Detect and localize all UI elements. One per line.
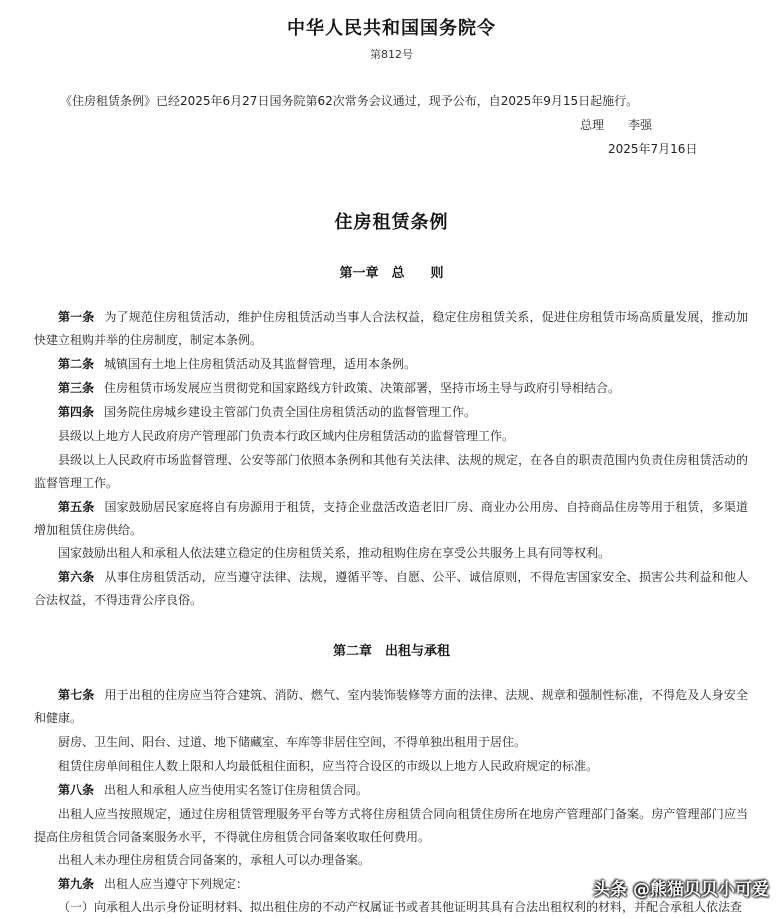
article-text: 城镇国有土地上住房租赁活动及其监督管理，适用本条例。 <box>104 357 417 371</box>
paragraph: 出租人未办理住房租赁合同备案的，承租人可以办理备案。 <box>58 853 371 867</box>
article-8 <box>34 779 748 802</box>
paragraph: 租赁住房单间租住人数上限和人均最低租住面积，应当符合设区的市级以上地方人民政府规定的标准。 <box>58 759 599 773</box>
paragraph: 国家鼓励出租人和承租人依法建立稳定的住房租赁关系，推动租购住房在享受公共服务上具有同等权利。 <box>58 546 611 560</box>
decree-title: 中华人民共和国国务院令 <box>287 18 496 39</box>
chapter-heading: 第二章 出租与承租 <box>332 644 450 659</box>
article-text: 从事住房租赁活动，应当遵守法律、法规，遵循平等、自愿、公平、诚信原则，不得危害国家安全、损害公共利益和他人合法权益，不得违背公序良俗。 <box>34 570 748 607</box>
signer-name: 李强 <box>628 118 653 132</box>
article-text: 为了规范住房租赁活动，维护住房租赁活动当事人合法权益，稳定住房租赁关系，促进住房租赁市场高质量发展，推动加快建立租购并举的住房制度，制定本条例。 <box>34 310 748 347</box>
article-label: 第二条 <box>58 357 95 371</box>
article-4 <box>34 401 748 424</box>
paragraph: （一）向承租人出示身份证明材料、拟出租住房的不动产权属证书或者其他证明其具有合法出租权利的材料，并配合承租人依法查 <box>58 900 743 914</box>
paragraph: 厨房、卫生间、阳台、过道、地下储藏室、车库等非居住空间，不得单独出租用于居住。 <box>58 735 527 749</box>
decree-date: 2025年7月16日 <box>608 142 698 156</box>
article-label: 第四条 <box>58 405 95 419</box>
article-label: 第一条 <box>58 310 95 324</box>
article-7 <box>34 684 748 730</box>
article-label: 第三条 <box>58 381 95 395</box>
paragraph: 县级以上人民政府市场监督管理、公安等部门依照本条例和其他有关法律、法规的规定，在各自的职责范围内负责住房租赁活动的监督管理工作。 <box>34 453 748 490</box>
paragraph: 出租人应当按照规定，通过住房租赁管理服务平台等方式将住房租赁合同向租赁住房所在地房产管理部门备案。房产管理部门应当提高住房租赁合同备案服务水平，不得就住房租赁合同备案收取任何费用。 <box>34 807 748 844</box>
decree-number: 第812号 <box>370 48 413 61</box>
article-6 <box>34 566 748 612</box>
article-text: 用于出租的住房应当符合建筑、消防、燃气、室内装饰装修等方面的法律、法规、规章和强制性标准，不得危及人身安全和健康。 <box>34 688 748 725</box>
article-5 <box>34 496 748 542</box>
article-3 <box>34 377 748 400</box>
article-label: 第六条 <box>58 570 95 584</box>
law-title: 住房租赁条例 <box>334 212 449 233</box>
chapter-heading: 第一章 总 则 <box>339 266 444 281</box>
article-text: 出租人和承租人应当使用实名签订住房租赁合同。 <box>104 783 369 797</box>
article-1 <box>34 306 748 352</box>
decree-intro: 《住房租赁条例》已经2025年6月27日国务院第62次常务会议通过，现予公布，自2025年9月15日起施行。 <box>60 94 639 108</box>
article-2 <box>34 353 748 376</box>
article-label: 第八条 <box>58 783 95 797</box>
article-text: 住房租赁市场发展应当贯彻党和国家路线方针政策、决策部署，坚持市场主导与政府引导相结合。 <box>104 381 621 395</box>
article-label: 第七条 <box>58 688 95 702</box>
article-text: 国务院住房城乡建设主管部门负责全国住房租赁活动的监督管理工作。 <box>104 405 477 419</box>
watermark: 头条 @熊猫贝贝小可爱 <box>593 880 769 900</box>
paragraph: 县级以上地方人民政府房产管理部门负责本行政区域内住房租赁活动的监督管理工作。 <box>58 429 515 443</box>
signer-role: 总理 <box>580 118 605 132</box>
article-text: 出租人应当遵守下列规定： <box>104 877 249 891</box>
article-label: 第五条 <box>58 500 95 514</box>
article-label: 第九条 <box>58 877 95 891</box>
article-text: 国家鼓励居民家庭将自有房源用于租赁，支持企业盘活改造老旧厂房、商业办公用房、自持商品住房等用于租赁，多渠道增加租赁住房供给。 <box>34 500 748 537</box>
